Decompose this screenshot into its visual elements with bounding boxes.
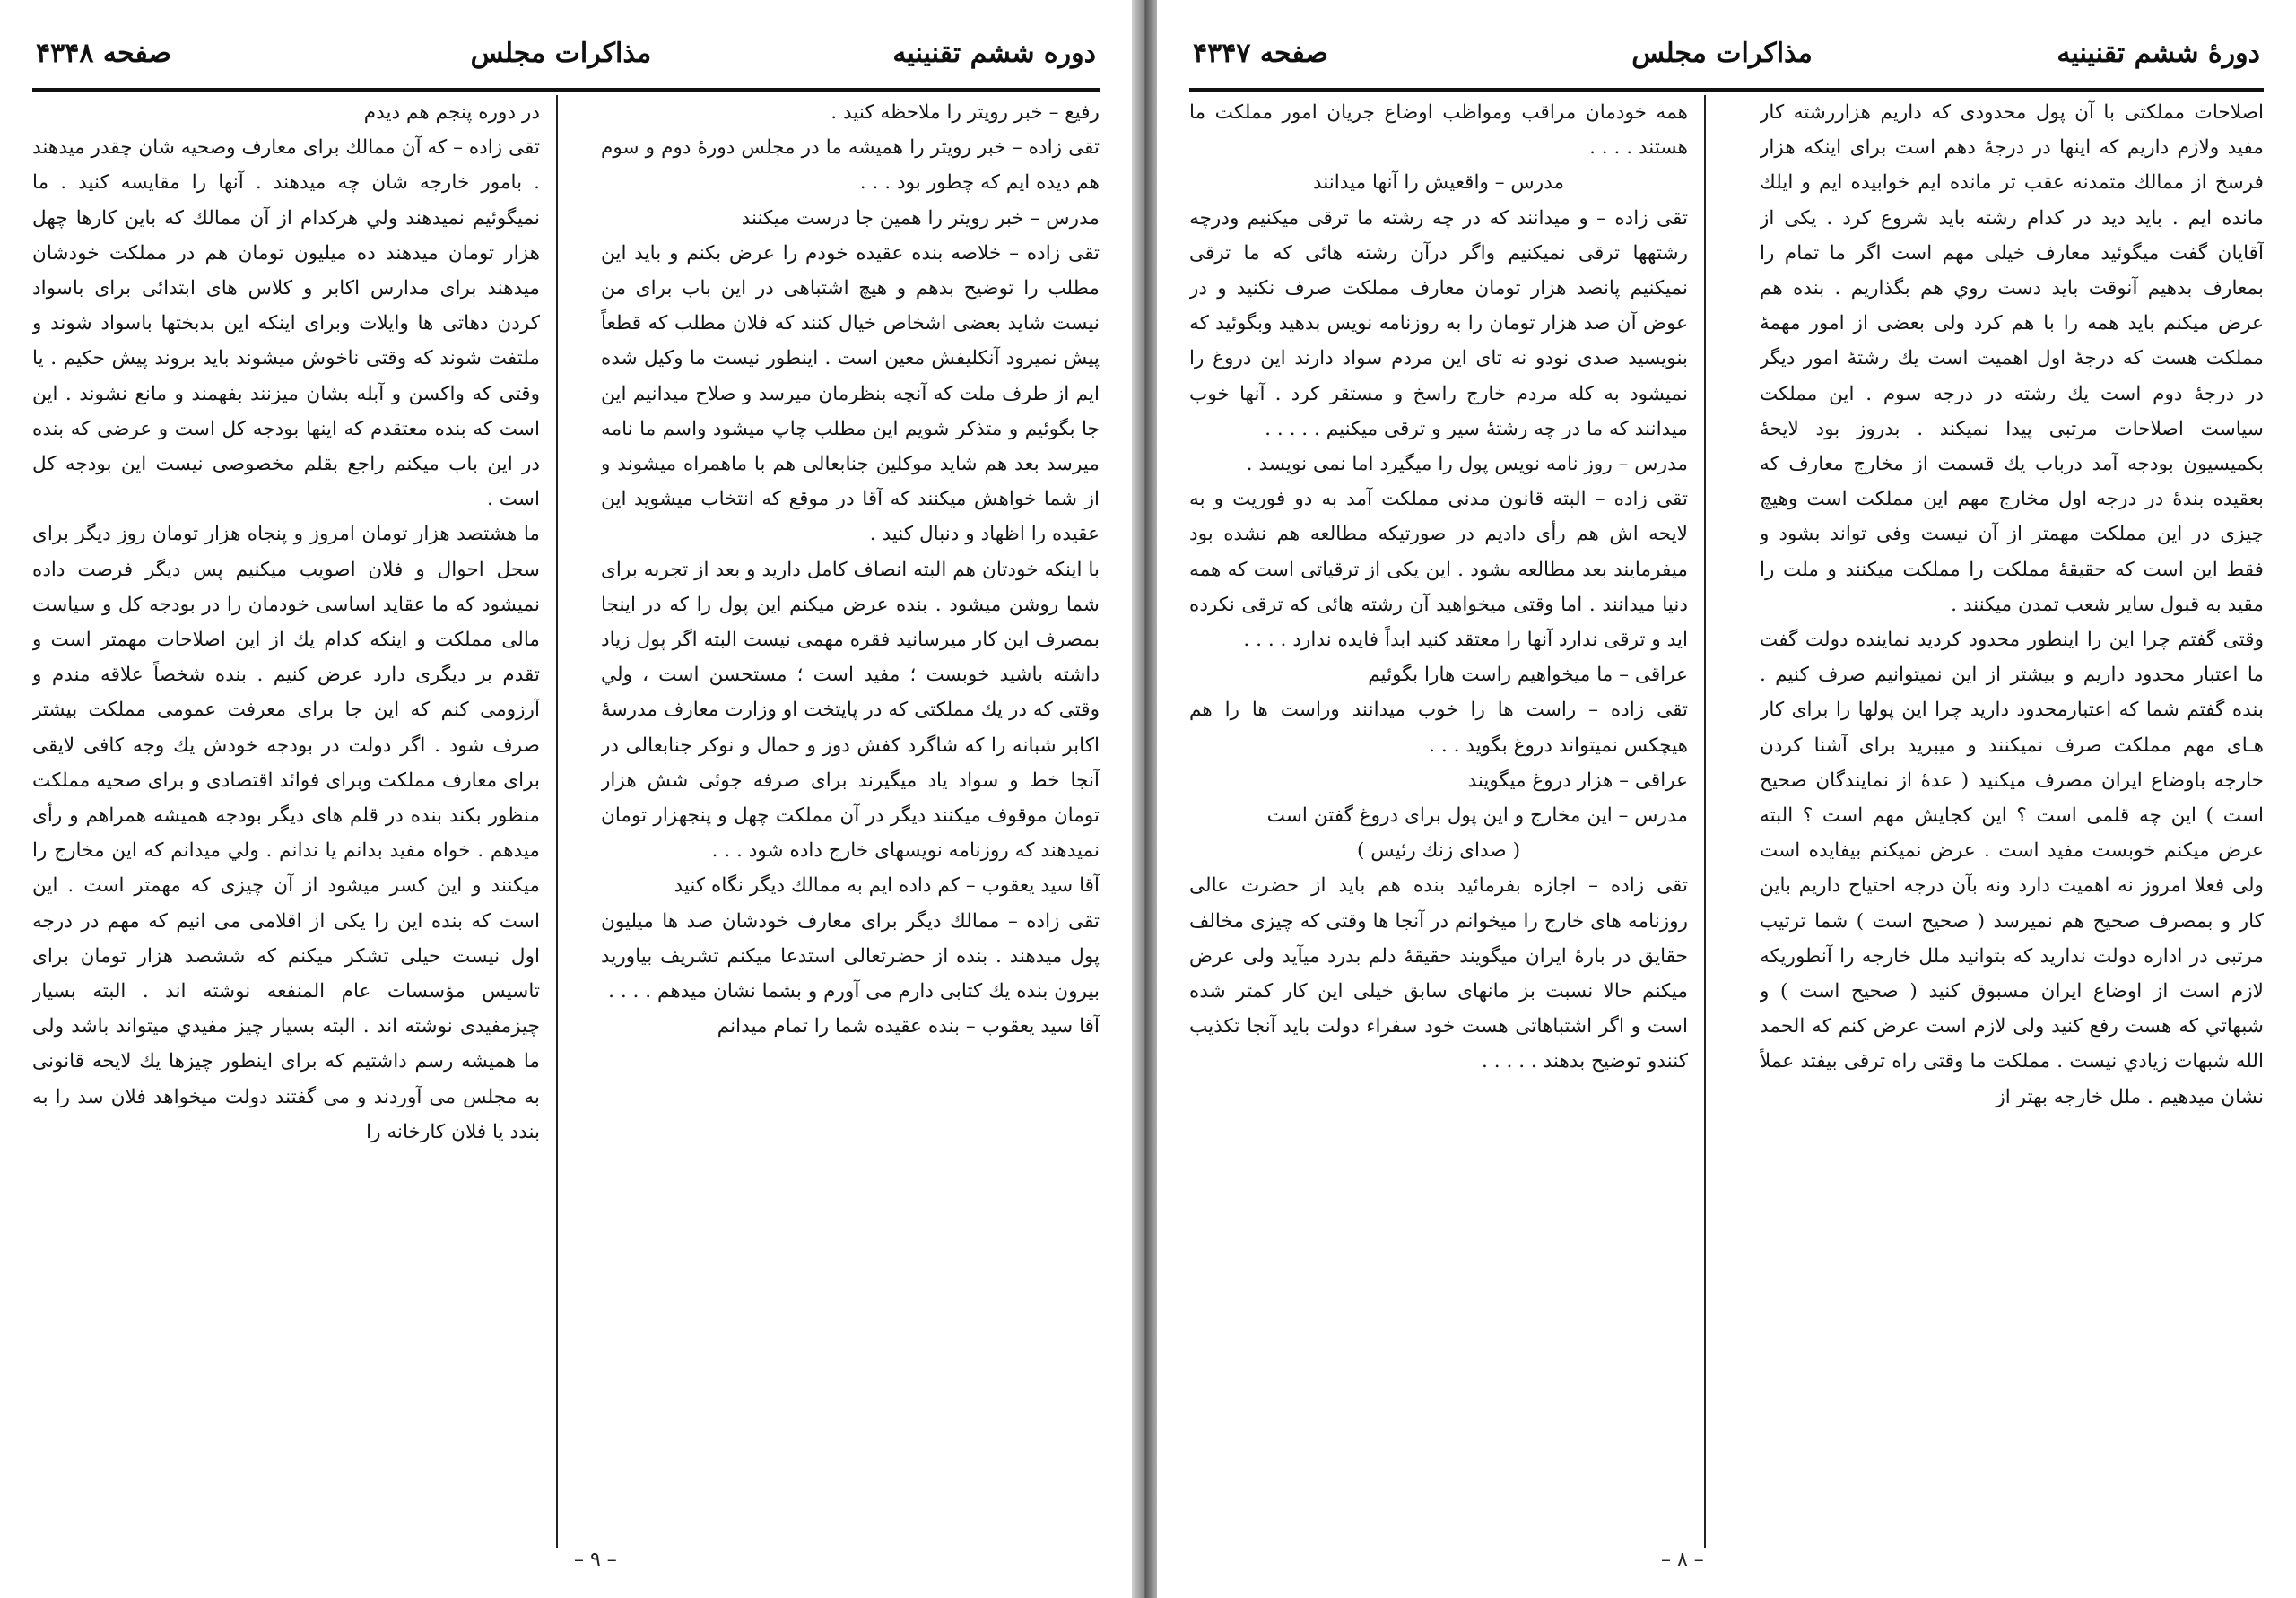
paragraph: رفیع – خبر رویتر را ملاحظه کنید . <box>831 101 1100 124</box>
book-gutter <box>1132 0 1157 1598</box>
paragraph: همه خودمان مراقب ومواظب اوضاع جریان امور مملکت ما هستند . . . . <box>1189 101 1688 160</box>
paragraph: مدرس – واقعیش را آنها میدانند <box>1312 171 1565 195</box>
paragraph: وقتی گفتم چرا این را اینطور محدود کردید نماینده دولت گفت ما اعتبار محدود داریم و بیشتر از این نمیتوانیم صرف کنیم . بنده گفتم شما که اعتبارمحدود دارید چرا این پولها را برای کار هـای مهم مملکت صرف نمیکنند و میبرید برای آشنا کردن خارجه باوضاع ایران مصرف میکنید ( عدهٔ از نمایندگان صحیح است ) این چه قلمی است ؟ این کجایش مهم است ؟ البته عرض میکنم خوبست مفید است . عرض نمیکنم بیفایده است ولی فعلا امروز نه اهمیت دارد ونه بآن درجه احتیاج داریم باین کار و بمصرف صحیح هم نمیرسد ( صحیح است ) شما ترتیب مرتبی در اداره دولت ندارید که بتوانید ملل خارجه را آنطوریکه لازم است از اوضاع ایران مسبوق کنید ( صحیح است ) و شبهاتي که هست رفع کنید ولی لازم است عرض کنم که الحمد الله شبهات زیادي نیست . مملکت ما وقتی راه ترقی بیفتد عملاً نشان میدهیم . ملل خارجه بهتر از <box>1760 629 2264 1108</box>
text-column-left <box>1189 95 1688 1530</box>
page-number: صفحه ۴۳۴۷ <box>1193 38 1328 69</box>
paragraph: عراقی – هزار دروغ میگویند <box>1467 769 1688 792</box>
text-column-right <box>1760 95 2264 1530</box>
folio-number: – ۹ – <box>574 1549 617 1571</box>
paragraph: تقی زاده – البته قانون مدنی مملکت آمد به دو فوریت و به لایحه اش هم رأی دادیم در صورتیکه مطالعه هم نشده بود میفرمایند بعد مطالعه بشود . این یکی از ترقیاتی است که همه دنیا میدانند . اما وقتی میخواهید آن رشته هائی که ترقی نکرده اید و ترقی ندارد آنها را معتقد کنید ابداً فایده ندارد . . . . <box>1189 488 1688 652</box>
paragraph: مدرس – خبر رویتر را همین جا درست میکنند <box>741 206 1100 230</box>
bell-note: ( صدای زنك رئيس ) <box>1357 839 1520 863</box>
right-page <box>1157 0 2296 1598</box>
paragraph: تقی زاده – خلاصه بنده عقیده خودم را عرض بکنم و باید این مطلب را توضیح بدهم و هیچ اشتباهی در این باب برای من نیست شاید بعضی اشخاص خیال کنند که فلان مطلب که قطعاً پیش نمیرود آنکلیفش معین است . اینطور نیست ما وکیل شده ایم از طرف ملت که آنچه بنظرمان میرسد و صلاح میدانیم این جا بگوئیم و متذکر شویم این مطلب چاپ میشود واسم ما نامه میرسد بعد هم شاید موکلین جنابعالی هم با ماهمراه میشوند و از شما خواهش میکنند که آقا در موقع که انتخاب میشوید این عقیده را اظهاد و دنبال کنید . <box>601 241 1100 546</box>
paragraph: تقی زاده – و میدانند که در چه رشته ما ترقی میکنیم ودرچه رشتهها ترقی نمیکنیم واگر درآن رشته هائی که ما ترقی نمیکنیم پانصد هزار تومان معارف مملکت صرف نکنید و در عوض آن صد هزار تومان را به روزنامه نویس بدهید وبگوئید که بنویسید صدی نودو نه تای این مردم سواد دارند این دروغ را نمیشود به کله مردم خارج راسخ و مستقر کرد . آنها خوب میدانند که ما در چه رشتهٔ سیر و ترقی میکنیم . . . . . <box>1189 206 1688 440</box>
paragraph: تقی زاده – اجازه بفرمائید بنده هم باید از حضرت عالی روزنامه های خارج را میخوانم در آنجا ها وقتی که چیزی مخالف حقایق در بارهٔ ایران میگویند حقیقهٔ دلم بدرد میآید ولی عرض میکنم حالا نسبت بز مانهای سابق خیلی این کار کمتر شده است و اگر اشتباهاتی هست خود سفراء دولت باید آنجا تکذیب کنندو توضیح بدهند . . . . . <box>1189 874 1688 1073</box>
text-column-right <box>601 95 1100 1530</box>
folio-number: – ۸ – <box>1661 1549 1704 1571</box>
paragraph: ما هشتصد هزار تومان امروز و پنجاه هزار تومان روز دیگر برای سجل احوال و فلان اصویب میکنیم پس دیگر فرصت داده نمیشود که ما عقاید اساسی خودمان را در بودجه کل و سیاست مالی مملکت و اینکه کدام یك از این اصلاحات مهمتر است و تقدم بر دیگری دارد عرض کنیم . بنده شخصاً علاقه مندم و آرزومی کنم که این جا برای معرفت عمومی مملکت بیشتر صرف شود . اگر دولت در بودجه خودش یك وجه کافی لایقی برای معارف مملکت وبرای فوائد اقتصادی و برای صحیه مملکت منظور بکند بنده در قلم های دیگر بودجه همیشه همراهم و رأی میدهم . خواه مفید بدانم یا ندانم . ولي میدانم که این مخارج را میکنند و این کسر میشود از آن چیزی که مهمتر است . این است که بنده این را یکی از اقلامی می انیم که مهم در درجه اول نیست حیلی تشکر میکنم که ششصد هزار تومان برای تاسیس مؤسسات عام المنفعه نوشته اند . البته بسیار چیزمفیدی نوشته اند . البته بسیار چیز مفیدي میتواند باشد ولی ما همیشه رسم داشتیم که برای اینطور چیزها یك لایحه قانونی به مجلس می آوردند و می گفتند دولت میخواهد فلان سد را به بندد یا فلان کارخانه را <box>32 523 540 1143</box>
paragraph: آقا سید یعقوب – کم داده ایم به ممالك دیگر نگاه کنید <box>674 874 1100 898</box>
paragraph: اصلاحات مملکتی با آن پول محدودی که داریم هزاررشته کار مفید ولازم داریم که اینها در درجهٔ دهم است برای اینکه هزار فرسخ از ممالك متمدنه عقب تر مانده ایم خوابیده ایم و ایلك مانده ایم . باید دید در کدام رشته باید شروع کرد . یکی از آقایان گفت میگوئید معارف خیلی مهم است اگر ما تمام را بمعارف بدهیم آنوقت باید دست روي هم بگذاریم . بنده هم عرض میکنم باید همه را با هم کرد ولی بعضی از امور مهمهٔ مملکت هست که درجهٔ اول اهمیت است یك رشتهٔ امور دیگر در درجهٔ دوم است یك رشته در درجه سوم . این مملکت سیاست اصلاحات مرتبی پیدا نمیکند . بدروز بود لایحهٔ بکمیسیون بودجه آمد درباب یك قسمت از مخارج معارف که بعقیده بندهٔ در درجه اول مخارج مهم این مملکت است وهیچ چیزی در این مملکت مهمتر از آن نیست وفی تواند بشود و فقط این است که حقیقهٔ مملکت را مملکت میکنند و ملت را مقید به قبول سایر شعب تمدن میکنند . <box>1760 101 2264 616</box>
paragraph: مدرس – این مخارج و این پول برای دروغ گفتن است <box>1266 804 1688 828</box>
paragraph: تقی زاده – راست ها را خوب میدانند وراست ها را هم هیچکس نمیتواند دروغ بگوید . . . <box>1189 699 1688 757</box>
journal-title: مذاکرات مجلس <box>470 38 652 69</box>
column-divider <box>556 95 558 1548</box>
journal-title: مذاکرات مجلس <box>1631 38 1813 69</box>
left-page <box>0 0 1132 1598</box>
session-label: دورهٔ ششم تقنینیه <box>2057 38 2260 69</box>
paragraph: آقا سید یعقوب – بنده عقیده شما را تمام میدانم <box>717 1015 1100 1038</box>
page-header <box>1189 38 2264 88</box>
paragraph: با اینکه خودتان هم البته انصاف کامل دارید و بعد از تجربه برای شما روشن میشود . بنده عرض میکنم این پول را که در اینجا بمصرف این کار میرسانید فقره مهمی نیست البته اگر پول زیاد داشته باشید خوبست ؛ مفید است ؛ مستحسن است ، ولي وقتی که در یك مملکتی که در پایتخت او وزارت معارف مدرسهٔ اکابر شبانه را که شاگرد کفش دوز و حمال و نوکر جنابعالی در آنجا خط و سواد یاد میگیرند برای صرفه جوئی شش هزار تومان موقوف میکنند دیگر در آن مملکت چهل و پنجهزار تومان نمیدهند که روزنامه نویسهای خارج داده شود . . . <box>601 558 1100 863</box>
paragraph: تقی زاده – ممالك دیگر برای معارف خودشان صد ها میلیون پول میدهند . بنده از حضرتعالی استدعا میکنم تشریف بیاورید بیرون بنده یك کتابی دارم می آورم و بشما نشان میدهم . . . . <box>601 909 1100 1003</box>
session-label: دوره ششم تقنینیه <box>892 38 1096 69</box>
text-column-left <box>32 95 540 1530</box>
paragraph: تقی زاده – خبر رویتر را همیشه ما در مجلس دورهٔ دوم و سوم هم دیده ایم که چطور بود . . . <box>601 136 1100 195</box>
header-rule <box>1189 88 2264 92</box>
column-divider <box>1704 95 1706 1548</box>
paragraph: تقی زاده – که آن ممالك برای معارف وصحیه شان چقدر میدهند . بامور خارجه شان چه میدهند . آنها را مقایسه کنید . ما نمیگوئیم نمیدهند ولي هرکدام از آن ممالك که باین کارها چهل هزار تومان میدهند ده میلیون تومان هم در مملکت خودشان میدهند برای مدارس اکابر و کلاس های ابتدائی برای باسواد کردن دهاتی ها وایلات وبرای اینکه این بدبختها باسواد شوند و ملتفت شوند که وقتی ناخوش میشوند باید بروند پیش حکیم . یا وقتی که واکسن و آبله بشان میزنند بفهمند و مانع نشوند . این است که بنده معتقدم که اینها بودجه کل است و عرضی که بنده در این باب میکنم راجع بقلم مخصوصی نیست این بودجه کل است . <box>32 136 540 511</box>
page-header <box>32 38 1100 88</box>
paragraph: عراقی – ما میخواهیم راست هارا بگوئیم <box>1368 664 1688 687</box>
page-number: صفحه ۴۳۴۸ <box>36 38 171 69</box>
paragraph: مدرس – روز نامه نویس پول را میگیرد اما نمی نویسد . <box>1246 453 1688 476</box>
paragraph: در دوره پنجم هم دیدم <box>363 101 540 124</box>
header-rule <box>32 88 1100 92</box>
